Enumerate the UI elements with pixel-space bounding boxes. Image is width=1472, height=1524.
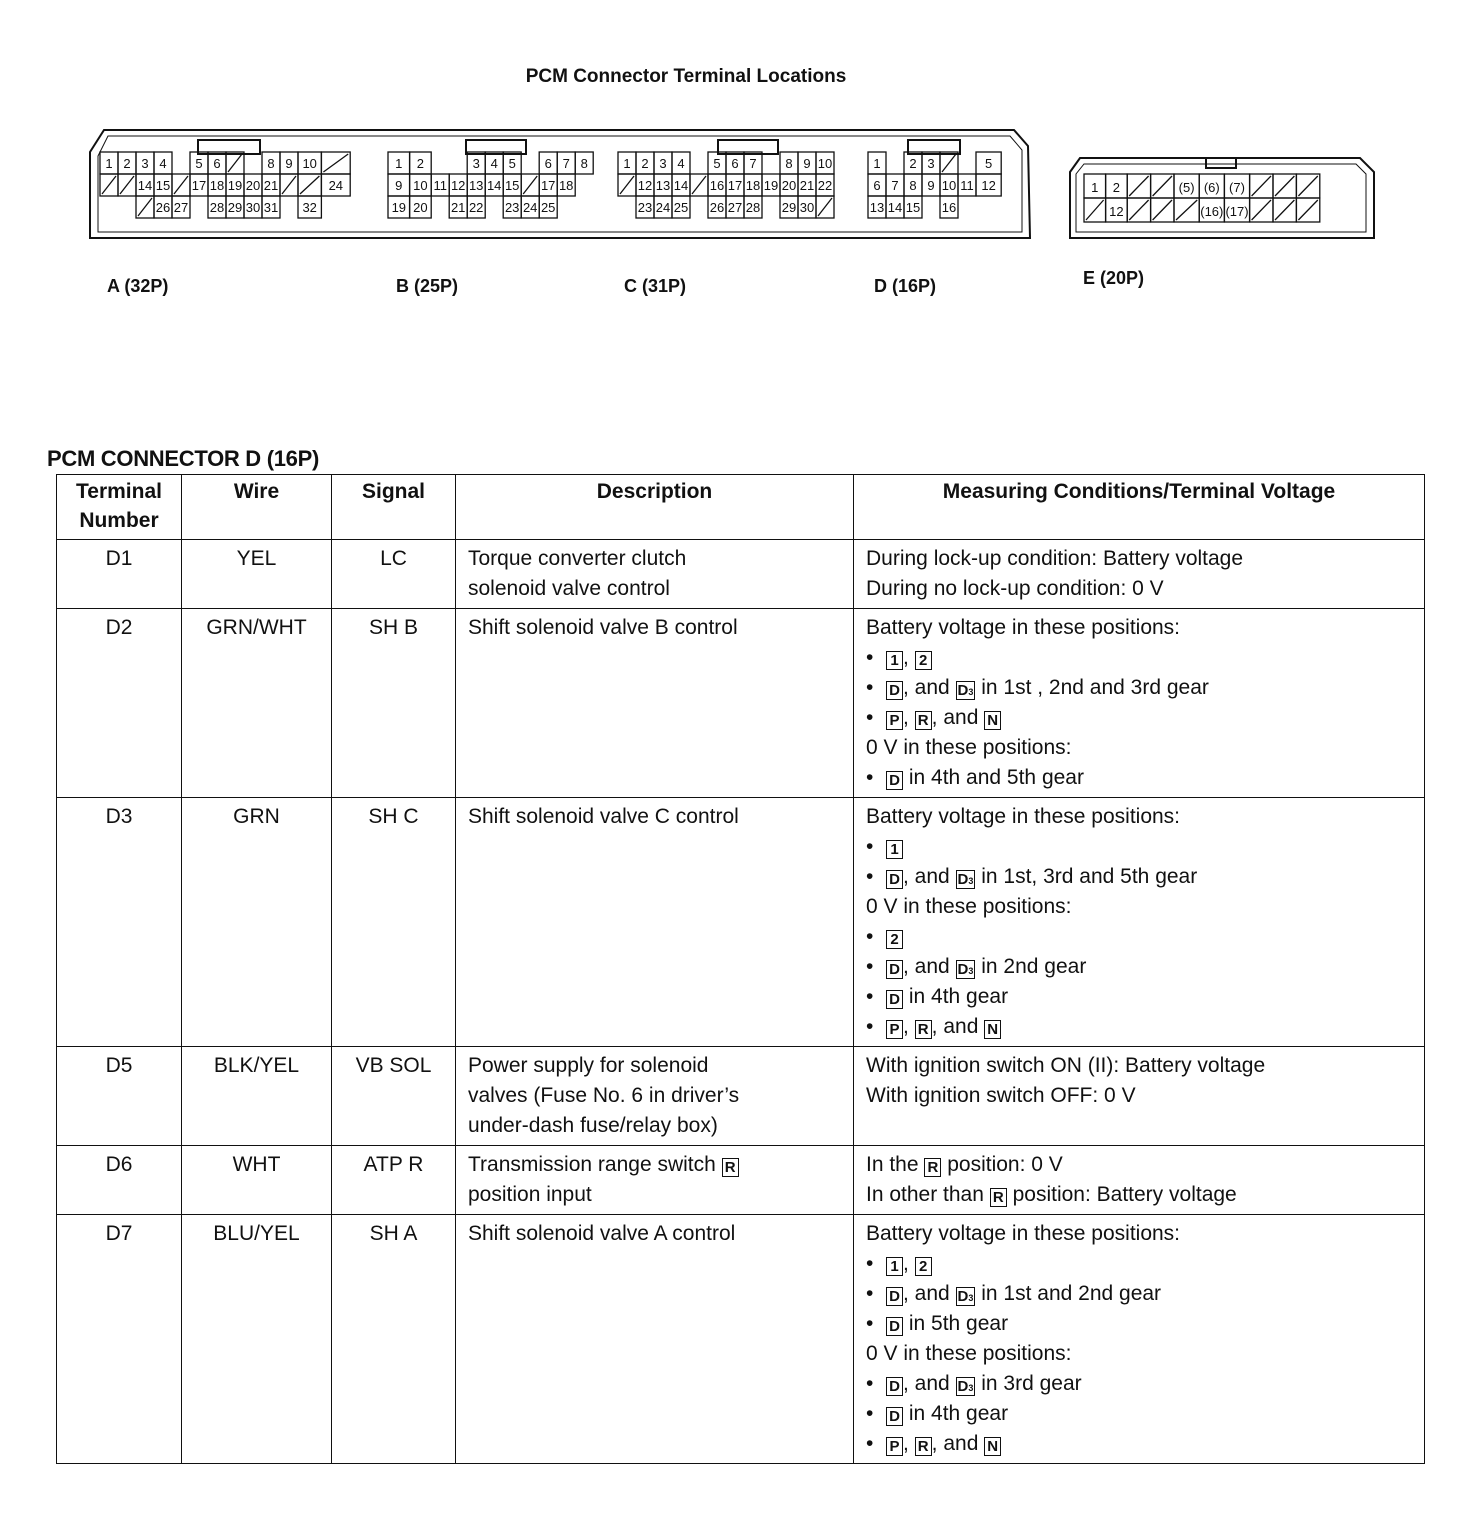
description-line: position input — [468, 1183, 592, 1206]
pin-number-label: 15 — [905, 200, 921, 215]
pin-number-label: 2 — [909, 156, 917, 171]
connector-diagram-abcd — [86, 126, 1036, 248]
conditions-cell — [854, 798, 1425, 1047]
shift-position-key: D3 — [957, 682, 974, 699]
signal-cell: SH C — [332, 798, 456, 1047]
pin-number-label: 9 — [803, 156, 811, 171]
shift-position-key: N — [984, 711, 1001, 730]
pin-number-label: 12 — [637, 178, 653, 193]
pin-number-label: 11 — [433, 178, 447, 193]
header-description: Description — [456, 475, 854, 540]
pin-number-label: 28 — [745, 200, 761, 215]
pin-number-label: 9 — [285, 156, 293, 171]
pin-number-label: 21 — [799, 178, 815, 193]
pin-number-label: 13 — [468, 178, 484, 193]
pin-number-label: 14 — [673, 178, 689, 193]
pin-number-label: 2 — [416, 156, 425, 171]
wire-cell: YEL — [182, 540, 332, 609]
condition-bullet: • P , R , and N — [866, 1012, 1412, 1042]
table-header-row — [57, 475, 1425, 540]
pin-number-label: 31 — [263, 200, 279, 215]
connector-e-label: E (20P) — [1083, 268, 1145, 288]
pin-number-label: 10 — [302, 156, 317, 171]
condition-bullet: • D , and D3 in 3rd gear — [866, 1369, 1412, 1399]
shift-position-key: D3 — [957, 1288, 974, 1305]
description-line: Power supply for solenoid — [468, 1054, 709, 1077]
shift-position-key: D — [886, 1377, 903, 1396]
pin-number-label: 23 — [504, 200, 520, 215]
shift-position-key: D — [886, 681, 903, 700]
pin-number-label: 4 — [490, 156, 498, 171]
pin-number-label: 5 — [508, 156, 516, 171]
condition-bullet — [866, 832, 1412, 862]
condition-line: With ignition switch OFF: 0 V — [866, 1084, 1136, 1107]
pin-number-label: 14 — [887, 200, 903, 215]
bullet-icon: • — [866, 1432, 874, 1455]
pin-number-label: 1 — [623, 156, 631, 171]
description-cell — [456, 1215, 854, 1464]
pin-number-label: 15 — [155, 178, 171, 193]
pin-number-label: 1 — [105, 156, 113, 171]
condition-bullet: • 1 , 2 — [866, 1249, 1412, 1279]
table-row — [57, 609, 1425, 798]
table-row — [57, 798, 1425, 1047]
description-cell — [456, 609, 854, 798]
pin-number-label: 19 — [227, 178, 243, 193]
pin-number-label: 6 — [544, 156, 552, 171]
condition-bullet: • D in 4th gear — [866, 982, 1412, 1012]
pin-number-label: 4 — [677, 156, 685, 171]
shift-position-key: R — [915, 711, 932, 730]
connector-d-label: D (16P) — [874, 276, 937, 296]
bullet-icon: • — [866, 985, 874, 1008]
connector-a-grid — [100, 152, 350, 218]
pin-number-label: 30 — [245, 200, 261, 215]
pin-number-label: 16 — [709, 178, 725, 193]
pin-number-label: 2 — [1112, 180, 1121, 195]
header-conditions: Measuring Conditions/Terminal Voltage — [854, 475, 1425, 540]
pin-number-label: 12 — [1109, 204, 1124, 219]
description-cell — [456, 540, 854, 609]
bullet-icon: • — [866, 955, 874, 978]
shift-position-key: P — [886, 711, 903, 730]
shift-position-key: R — [722, 1158, 739, 1177]
condition-line: In the R position: 0 V — [866, 1153, 1063, 1176]
pin-number-label: 15 — [504, 178, 520, 193]
description-line: valves (Fuse No. 6 in driver’s — [468, 1084, 740, 1107]
shift-position-key: R — [915, 1437, 932, 1456]
connector-diagram-e — [1066, 154, 1378, 242]
pin-number-label: 2 — [641, 156, 649, 171]
table-row — [57, 540, 1425, 609]
condition-line: In other than R position: Battery voltage — [866, 1183, 1237, 1206]
pin-number-label: 3 — [659, 156, 667, 171]
pin-number-label: 10 — [941, 178, 957, 193]
pin-number-label: 20 — [413, 200, 428, 215]
pin-number-label: 11 — [960, 178, 974, 193]
wire-cell: GRN/WHT — [182, 609, 332, 798]
terminal-cell: D7 — [57, 1215, 182, 1464]
pin-number-label: 6 — [873, 178, 881, 193]
condition-bullet: • D in 4th gear — [866, 1399, 1412, 1429]
pin-number-label: 18 — [745, 178, 761, 193]
condition-bullet: • P , R , and N — [866, 703, 1412, 733]
pin-number-label: 13 — [869, 200, 885, 215]
pin-number-label: 27 — [727, 200, 743, 215]
condition-line: Battery voltage in these positions: — [866, 616, 1181, 639]
shift-position-key: D — [886, 1287, 903, 1306]
description-line: Torque converter clutch — [468, 547, 687, 570]
pin-number-label: (5) — [1178, 180, 1195, 195]
pin-number-label: 22 — [817, 178, 833, 193]
shift-position-key: D3 — [957, 1378, 974, 1395]
description-line: Transmission range switch R — [468, 1150, 841, 1180]
bullet-icon: • — [866, 706, 874, 729]
signal-cell: SH B — [332, 609, 456, 798]
shift-position-key: N — [984, 1020, 1001, 1039]
shift-position-key: 2 — [915, 651, 932, 670]
bullet-icon: • — [866, 865, 874, 888]
terminal-cell: D3 — [57, 798, 182, 1047]
connector-c-grid — [618, 152, 834, 218]
description-line: under-dash fuse/relay box) — [468, 1114, 718, 1137]
pin-number-label: 21 — [450, 200, 466, 215]
table-row — [57, 1146, 1425, 1215]
pin-number-label: 24 — [522, 200, 538, 215]
pin-number-label: 16 — [941, 200, 957, 215]
description-line: Shift solenoid valve A control — [468, 1222, 736, 1245]
shift-position-key: R — [915, 1020, 932, 1039]
pin-number-label: 7 — [562, 156, 570, 171]
pin-number-label: 17 — [727, 178, 743, 193]
terminal-cell: D1 — [57, 540, 182, 609]
pin-number-label: 8 — [909, 178, 917, 193]
terminal-cell: D2 — [57, 609, 182, 798]
bullet-icon: • — [866, 646, 874, 669]
shift-position-key: D — [886, 870, 903, 889]
table-row — [57, 1215, 1425, 1464]
condition-line: With ignition switch ON (II): Battery voltage — [866, 1054, 1266, 1077]
shift-position-key: P — [886, 1437, 903, 1456]
header-signal: Signal — [332, 475, 456, 540]
terminal-cell: D5 — [57, 1047, 182, 1146]
pin-number-label: 9 — [927, 178, 935, 193]
description-line: solenoid valve control — [468, 577, 670, 600]
pin-number-label: 25 — [540, 200, 556, 215]
connector-b-label: B (25P) — [396, 276, 459, 296]
pin-number-label: 28 — [209, 200, 225, 215]
shift-position-key: D — [886, 960, 903, 979]
pin-number-label: 29 — [227, 200, 243, 215]
pin-number-label: 14 — [137, 178, 153, 193]
shift-position-key: 1 — [886, 1257, 903, 1276]
connector-b-grid — [388, 152, 593, 218]
pin-number-label: 26 — [155, 200, 171, 215]
bullet-icon: • — [866, 1402, 874, 1425]
pin-number-label: 27 — [173, 200, 189, 215]
bullet-icon: • — [866, 1015, 874, 1038]
bullet-icon: • — [866, 835, 874, 858]
condition-bullet: • D , and D3 in 1st and 2nd gear — [866, 1279, 1412, 1309]
section-title: PCM CONNECTOR D (16P) — [47, 446, 319, 471]
description-cell — [456, 1146, 854, 1215]
shift-position-key: 2 — [886, 930, 903, 949]
condition-line: 0 V in these positions: — [866, 895, 1072, 918]
pin-number-label: 10 — [817, 156, 833, 171]
signal-cell: LC — [332, 540, 456, 609]
pin-number-label: 5 — [713, 156, 721, 171]
pin-number-label: 1 — [1091, 180, 1099, 195]
pin-number-label: 5 — [984, 156, 993, 171]
pin-number-label: 1 — [395, 156, 403, 171]
pin-number-label: 6 — [213, 156, 221, 171]
pin-number-label: 24 — [655, 200, 671, 215]
pin-number-label: 8 — [267, 156, 275, 171]
pin-number-label: 2 — [123, 156, 131, 171]
description-cell — [456, 1047, 854, 1146]
pin-number-label: 25 — [673, 200, 689, 215]
pin-table — [56, 474, 1425, 1464]
pin-number-label: 21 — [263, 178, 279, 193]
pin-number-label: 9 — [395, 178, 403, 193]
condition-line: Battery voltage in these positions: — [866, 1222, 1181, 1245]
condition-bullet: • D in 4th and 5th gear — [866, 763, 1412, 793]
conditions-cell — [854, 609, 1425, 798]
pin-number-label: 5 — [195, 156, 203, 171]
pin-number-label: 30 — [799, 200, 815, 215]
pin-number-label: 29 — [781, 200, 797, 215]
pin-number-label: 8 — [785, 156, 793, 171]
wire-cell: WHT — [182, 1146, 332, 1215]
conditions-cell — [854, 1146, 1425, 1215]
shift-position-key: 2 — [915, 1257, 932, 1276]
conditions-cell — [854, 1047, 1425, 1146]
pin-number-label: (7) — [1229, 180, 1245, 195]
connector-e-grid — [1084, 174, 1320, 222]
connector-c-label: C (31P) — [624, 276, 687, 296]
pin-number-label: 26 — [709, 200, 725, 215]
bullet-icon: • — [866, 1252, 874, 1275]
pin-number-label: 19 — [763, 178, 779, 193]
pin-number-label: 3 — [927, 156, 935, 171]
pin-number-label: 19 — [391, 200, 407, 215]
pin-number-label: 22 — [468, 200, 484, 215]
wire-cell: BLK/YEL — [182, 1047, 332, 1146]
pin-number-label: 13 — [655, 178, 671, 193]
conditions-cell — [854, 1215, 1425, 1464]
condition-bullet: • D in 5th gear — [866, 1309, 1412, 1339]
condition-bullet: • D , and D3 in 1st , 2nd and 3rd gear — [866, 673, 1412, 703]
pin-number-label: 17 — [540, 178, 556, 193]
pin-number-label: 14 — [486, 178, 502, 193]
shift-position-key: 1 — [886, 840, 903, 859]
pin-number-label: 7 — [749, 156, 757, 171]
condition-bullet: • P , R , and N — [866, 1429, 1412, 1459]
pin-number-label: 12 — [981, 178, 996, 193]
bullet-icon: • — [866, 1372, 874, 1395]
condition-bullet: • D , and D3 in 1st, 3rd and 5th gear — [866, 862, 1412, 892]
table-row — [57, 1047, 1425, 1146]
signal-cell: SH A — [332, 1215, 456, 1464]
pin-number-label: 4 — [159, 156, 167, 171]
shift-position-key: D — [886, 771, 903, 790]
pin-number-label: 1 — [873, 156, 881, 171]
description-cell — [456, 798, 854, 1047]
header-terminal: Terminal Number — [57, 475, 182, 540]
condition-line: 0 V in these positions: — [866, 736, 1072, 759]
bullet-icon: • — [866, 676, 874, 699]
conditions-cell — [854, 540, 1425, 609]
pin-number-label: 20 — [781, 178, 797, 193]
signal-cell: VB SOL — [332, 1047, 456, 1146]
wire-cell: BLU/YEL — [182, 1215, 332, 1464]
shift-position-key: D — [886, 990, 903, 1009]
connector-d-grid — [868, 152, 1001, 218]
shift-position-key: R — [990, 1188, 1007, 1207]
pin-number-label: 7 — [891, 178, 899, 193]
shift-position-key: 1 — [886, 651, 903, 670]
condition-line: During lock-up condition: Battery voltage — [866, 547, 1244, 570]
condition-bullet: • D , and D3 in 2nd gear — [866, 952, 1412, 982]
condition-line: Battery voltage in these positions: — [866, 805, 1181, 828]
pin-number-label: 24 — [328, 178, 344, 193]
pin-number-label: 10 — [413, 178, 428, 193]
shift-position-key: N — [984, 1437, 1001, 1456]
header-wire: Wire — [182, 475, 332, 540]
pin-number-label: 20 — [245, 178, 261, 193]
pin-number-label: 18 — [209, 178, 225, 193]
terminal-cell: D6 — [57, 1146, 182, 1215]
pin-number-label: (17) — [1225, 204, 1249, 219]
condition-bullet: • 1 , 2 — [866, 643, 1412, 673]
shift-position-key: D3 — [957, 961, 974, 978]
condition-line: During no lock-up condition: 0 V — [866, 577, 1164, 600]
shift-position-key: R — [924, 1158, 941, 1177]
pin-number-label: 17 — [191, 178, 207, 193]
signal-cell: ATP R — [332, 1146, 456, 1215]
shift-position-key: P — [886, 1020, 903, 1039]
wire-cell: GRN — [182, 798, 332, 1047]
pin-number-label: 23 — [637, 200, 653, 215]
bullet-icon: • — [866, 1282, 874, 1305]
page-title: PCM Connector Terminal Locations — [525, 66, 847, 87]
connector-a-label: A (32P) — [107, 276, 169, 296]
shift-position-key: D3 — [957, 871, 974, 888]
bullet-icon: • — [866, 766, 874, 789]
bullet-icon: • — [866, 1312, 874, 1335]
pin-number-label: 6 — [731, 156, 739, 171]
pin-number-label: 18 — [558, 178, 574, 193]
bullet-icon: • — [866, 925, 874, 948]
shift-position-key: D — [886, 1407, 903, 1426]
condition-line: 0 V in these positions: — [866, 1342, 1072, 1365]
description-line: Shift solenoid valve B control — [468, 616, 738, 639]
pin-number-label: 12 — [450, 178, 466, 193]
description-line: Shift solenoid valve C control — [468, 805, 739, 828]
pin-number-label: 3 — [141, 156, 149, 171]
shift-position-key: D — [886, 1317, 903, 1336]
pin-number-label: (6) — [1203, 180, 1220, 195]
pin-number-label: (16) — [1200, 204, 1224, 219]
pin-number-label: 32 — [302, 200, 317, 215]
condition-bullet — [866, 922, 1412, 952]
pin-number-label: 8 — [580, 156, 588, 171]
pin-number-label: 3 — [472, 156, 480, 171]
